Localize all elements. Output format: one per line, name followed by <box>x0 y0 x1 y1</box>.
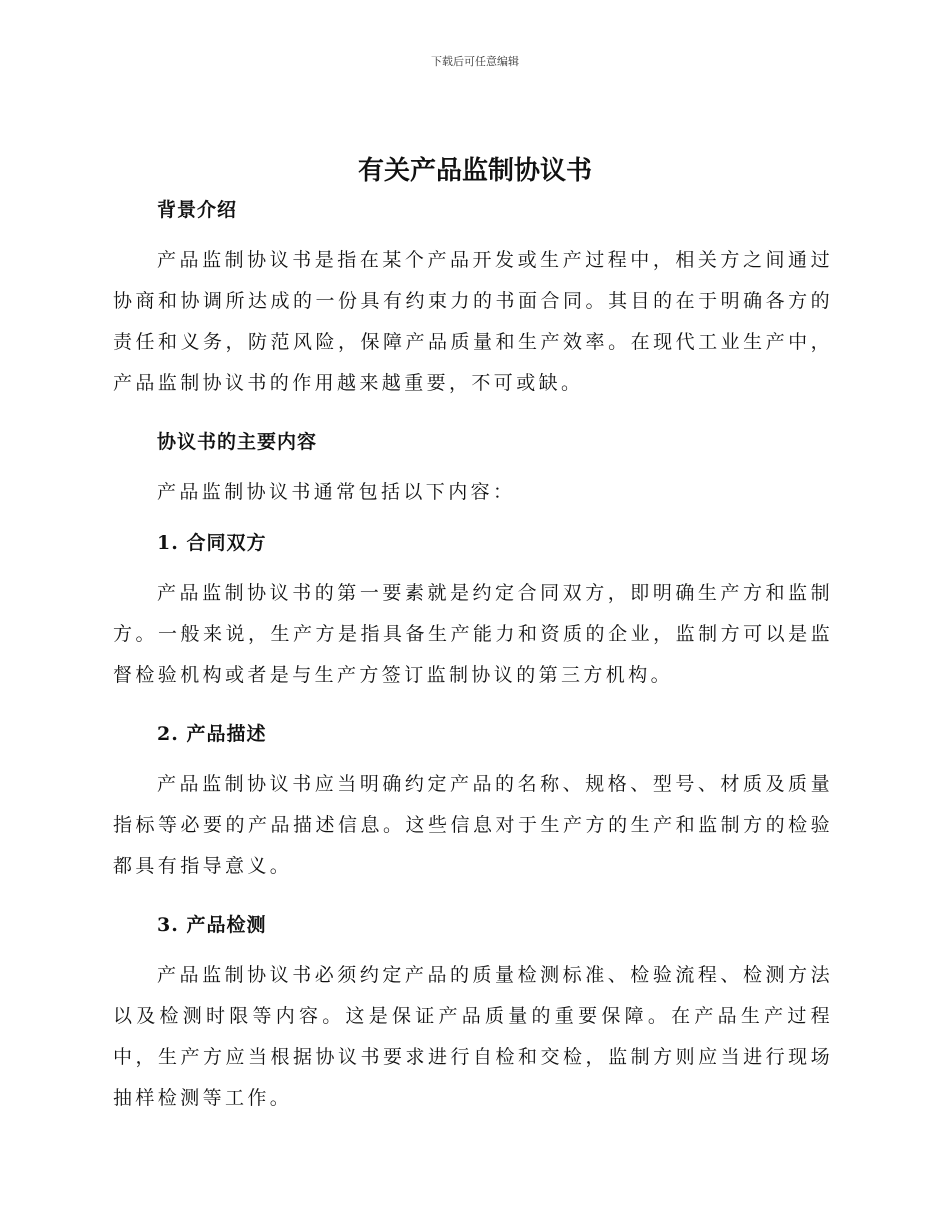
paragraph-product-testing: 产品监制协议书必须约定产品的质量检测标准、检验流程、检测方法以及检测时限等内容。这是保证产品质量的重要保障。在产品生产过程中，生产方应当根据协议书要求进行自检和交检，监制方则应当进行现场抽样检测等工作。 <box>113 964 833 1109</box>
paragraph-product-description: 产品监制协议书应当明确约定产品的名称、规格、型号、材质及质量指标等必要的产品描述信息。这些信息对于生产方的生产和监制方的检验都具有指导意义。 <box>113 773 833 877</box>
section-heading-product-description: 2. 产品描述 <box>157 723 267 745</box>
section-heading-background: 背景介绍 <box>157 199 238 221</box>
section-heading-contract-parties: 1. 合同双方 <box>157 532 267 554</box>
section-heading-main-content: 协议书的主要内容 <box>157 431 318 453</box>
section-heading-product-testing: 3. 产品检测 <box>157 914 267 936</box>
paragraph-contract-parties: 产品监制协议书的第一要素就是约定合同双方，即明确生产方和监制方。一般来说，生产方是指具备生产能力和资质的企业，监制方可以是监督检验机构或者是与生产方签订监制协议的第三方机构。 <box>113 582 833 686</box>
document-title: 有关产品监制协议书 <box>357 156 592 186</box>
document-body <box>113 192 833 1119</box>
page-header: 下载后可任意编辑 <box>431 55 519 68</box>
paragraph-main-content-intro: 产品监制协议书通常包括以下内容： <box>157 481 516 503</box>
paragraph-background: 产品监制协议书是指在某个产品开发或生产过程中，相关方之间通过协商和协调所达成的一份具有约束力的书面合同。其目的在于明确各方的责任和义务，防范风险，保障产品质量和生产效率。在现代工业生产中，产品监制协议书的作用越来越重要，不可或缺。 <box>113 249 833 394</box>
